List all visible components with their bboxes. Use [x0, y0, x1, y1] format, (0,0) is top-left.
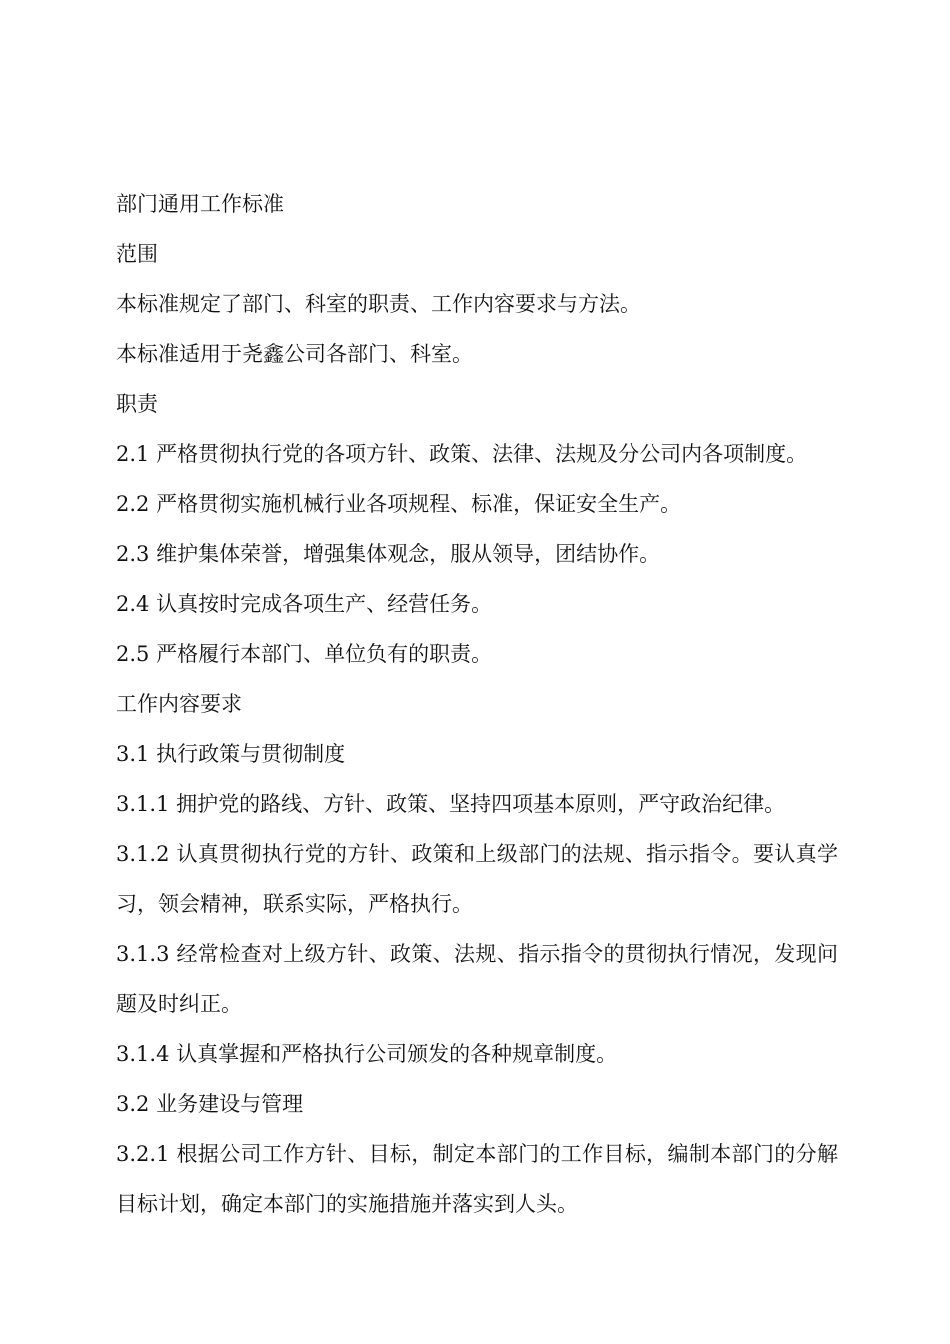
clause-2-2: 2.2 严格贯彻实施机械行业各项规程、标准，保证安全生产。	[116, 492, 682, 516]
clause-3-1: 3.1 执行政策与贯彻制度	[116, 742, 346, 766]
clause-3-1-3: 3.1.3 经常检查对上级方针、政策、法规、指示指令的贯彻执行情况，发现问题及时纠正。	[116, 942, 838, 1016]
clause-2-3: 2.3 维护集体荣誉，增强集体观念，服从领导，团结协作。	[116, 542, 661, 566]
clause-2-5: 2.5 严格履行本部门、单位负有的职责。	[116, 642, 493, 666]
paragraph: 本标准规定了部门、科室的职责、工作内容要求与方法。	[116, 292, 641, 316]
clause-3-2-1: 3.2.1 根据公司工作方针、目标，制定本部门的工作目标，编制本部门的分解目标计划，确定本部门的实施措施并落实到人头。	[116, 1142, 838, 1216]
section-heading-requirements: 工作内容要求	[116, 692, 242, 716]
clause-3-1-4: 3.1.4 认真掌握和严格执行公司颁发的各种规章制度。	[116, 1042, 618, 1066]
section-heading-duties: 职责	[116, 392, 158, 416]
document-title: 部门通用工作标准	[116, 192, 284, 216]
document-body	[116, 179, 838, 1229]
clause-3-1-2: 3.1.2 认真贯彻执行党的方针、政策和上级部门的法规、指示指令。要认真学习，领会精神，联系实际，严格执行。	[116, 842, 838, 916]
clause-3-2: 3.2 业务建设与管理	[116, 1092, 304, 1116]
section-heading-scope: 范围	[116, 242, 158, 266]
clause-2-1: 2.1 严格贯彻执行党的各项方针、政策、法律、法规及分公司内各项制度。	[116, 442, 808, 466]
paragraph: 本标准适用于尧鑫公司各部门、科室。	[116, 342, 473, 366]
clause-2-4: 2.4 认真按时完成各项生产、经营任务。	[116, 592, 493, 616]
clause-3-1-1: 3.1.1 拥护党的路线、方针、政策、坚持四项基本原则，严守政治纪律。	[116, 792, 786, 816]
